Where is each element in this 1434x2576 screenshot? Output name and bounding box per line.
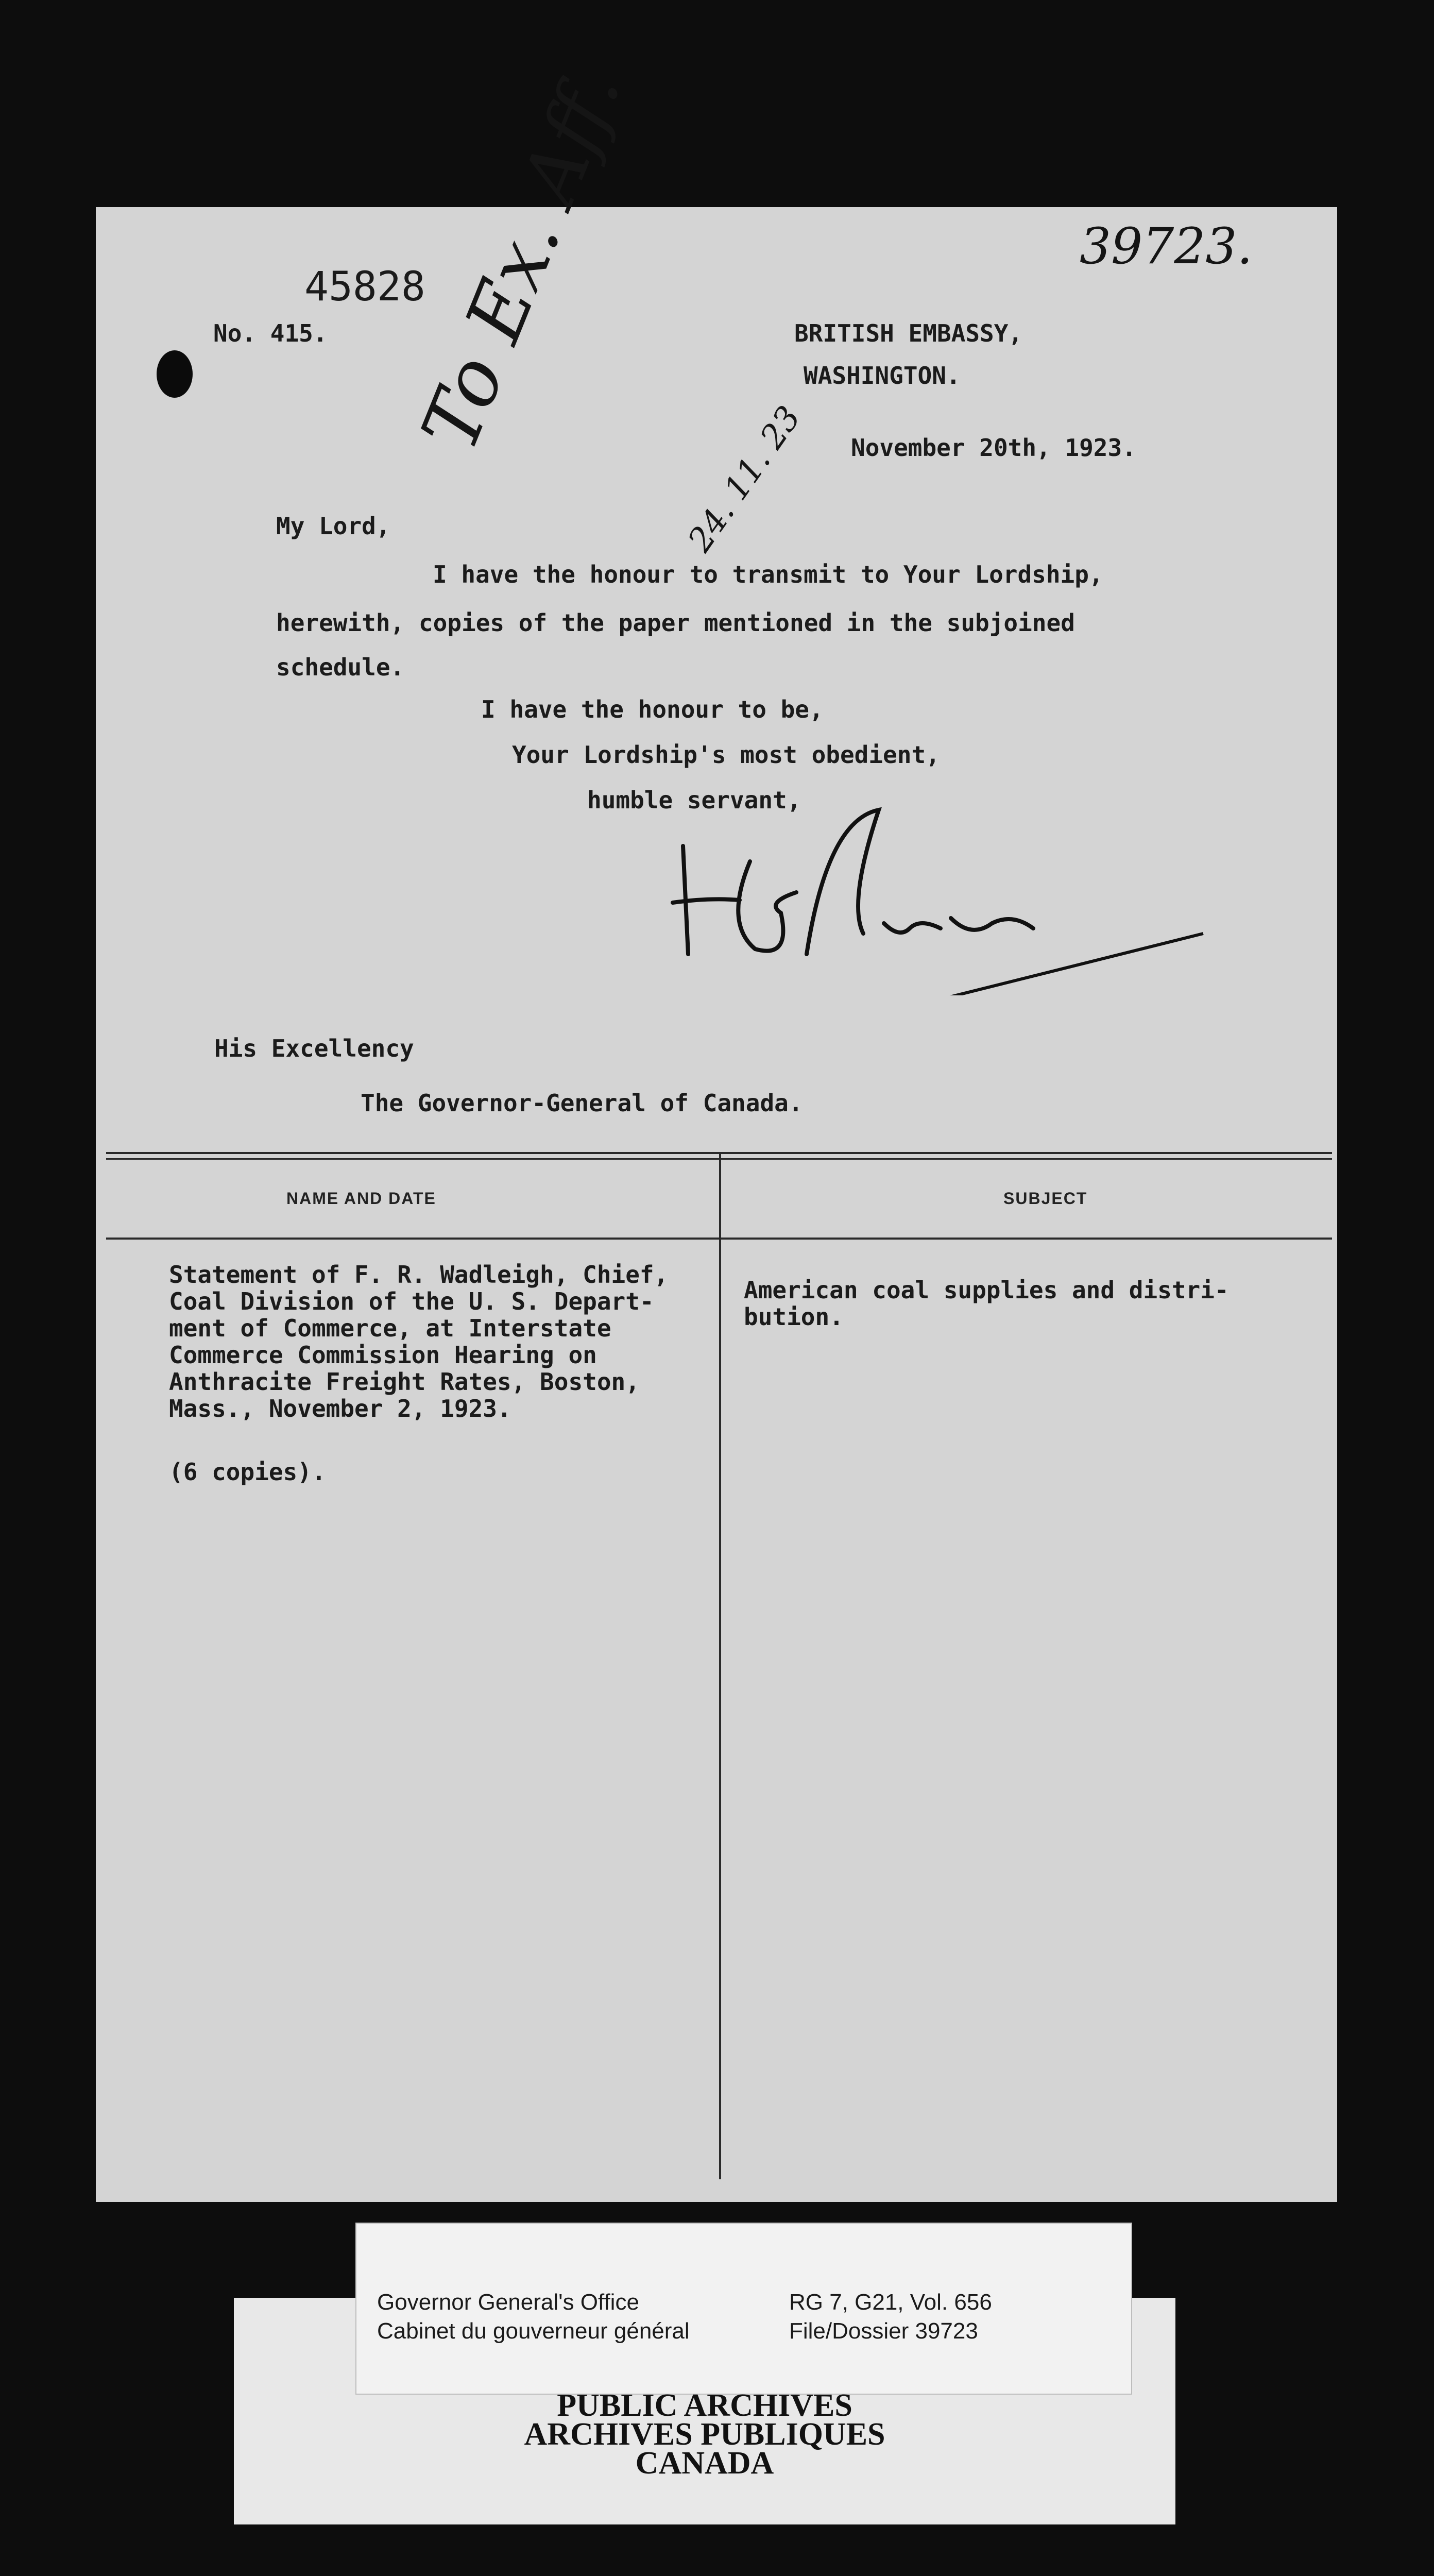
office-name-en: Governor General's Office [377, 2290, 639, 2315]
closing-line-1: I have the honour to be, [481, 696, 824, 723]
signature-icon [662, 800, 1219, 995]
closing-line-3: humble servant, [587, 786, 801, 814]
column-header-name-date: NAME AND DATE [286, 1189, 436, 1208]
record-group-ref: RG 7, G21, Vol. 656 [789, 2290, 992, 2315]
salutation: My Lord, [276, 512, 390, 540]
archive-stamp [234, 2388, 1175, 2494]
table-column-divider [719, 1154, 721, 2179]
body-line-3: schedule. [276, 653, 405, 681]
handwritten-annotation: To Ex. Aff. [405, 57, 638, 463]
letter-date: November 20th, 1923. [851, 434, 1136, 462]
embassy-city: WASHINGTON. [804, 362, 961, 389]
addressee-line-2: The Governor-General of Canada. [361, 1089, 803, 1117]
punch-hole-icon [157, 350, 193, 398]
reference-number: 45828 [304, 264, 425, 310]
archive-reference-label [355, 2223, 1132, 2395]
office-name-fr: Cabinet du gouverneur général [377, 2318, 690, 2344]
embassy-name: BRITISH EMBASSY, [794, 319, 1023, 347]
letter-page [96, 57, 1337, 2202]
schedule-subject-cell [744, 1277, 1229, 1330]
handwritten-annotation-date: 24. 11. 23 [681, 399, 809, 559]
body-line-2: herewith, copies of the paper mentioned in the subjoined [276, 609, 1075, 637]
subject-line: bution. [744, 1303, 844, 1331]
schedule-line: Anthracite Freight Rates, Boston, [169, 1368, 640, 1396]
schedule-name-date-cell [169, 1261, 668, 1422]
subject-line: American coal supplies and distri- [744, 1276, 1229, 1304]
stamp-line-3: CANADA [635, 2446, 774, 2481]
schedule-line: Commerce Commission Hearing on [169, 1341, 597, 1369]
file-dossier-ref: File/Dossier 39723 [789, 2318, 978, 2344]
addressee-line-1: His Excellency [214, 1035, 414, 1062]
schedule-line: Statement of F. R. Wadleigh, Chief, [169, 1261, 669, 1289]
schedule-line: ment of Commerce, at Interstate [169, 1314, 611, 1342]
body-line-1: I have the honour to transmit to Your Lordship, [433, 561, 1103, 588]
dispatch-number: No. 415. [213, 319, 328, 347]
stamp-line-2: ARCHIVES PUBLIQUES [524, 2417, 885, 2452]
schedule-line: Mass., November 2, 1923. [169, 1395, 511, 1422]
closing-line-2: Your Lordship's most obedient, [512, 741, 940, 769]
copies-count: (6 copies). [169, 1458, 326, 1486]
stamp-line-1: PUBLIC ARCHIVES [557, 2388, 852, 2423]
schedule-line: Coal Division of the U. S. Depart- [169, 1287, 654, 1315]
column-header-subject: SUBJECT [1003, 1189, 1088, 1208]
handwritten-file-number: 39723. [1080, 217, 1253, 275]
